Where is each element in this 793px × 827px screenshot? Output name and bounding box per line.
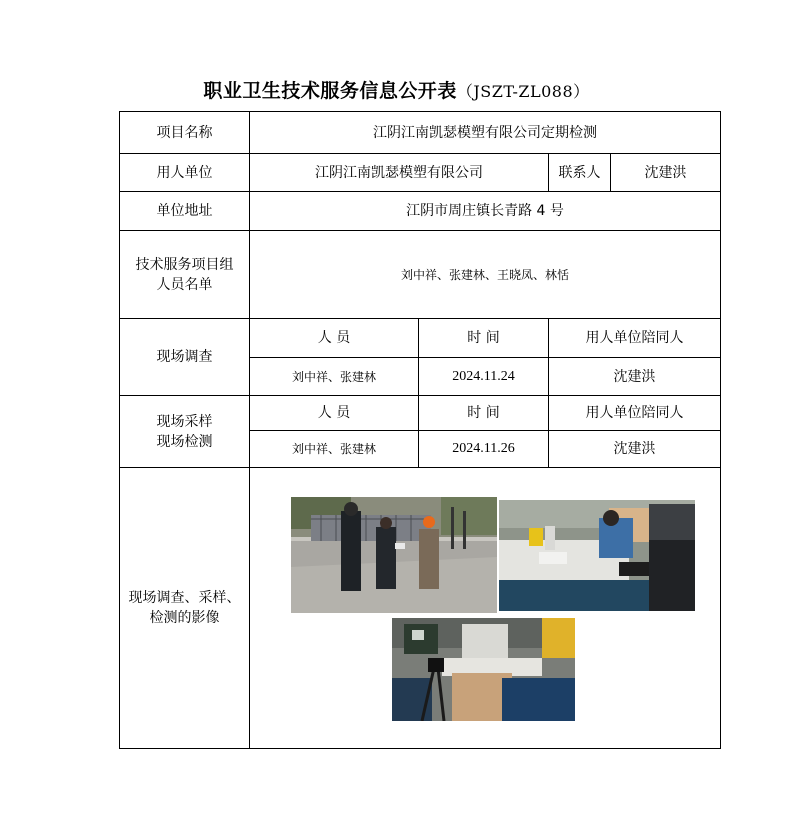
photo-area [250,468,720,748]
page-title [0,76,793,103]
employer-value: 江阴江南凯瑟模塑有限公司 [250,154,549,192]
sampling-header-escort: 用人单位陪同人 [549,396,721,431]
survey-header-escort: 用人单位陪同人 [549,319,721,358]
survey-date: 2024.11.24 [419,358,549,396]
info-table [119,111,721,749]
images-label [120,468,250,749]
team-label-line1: 技术服务项目组 [135,256,234,273]
sampling-date: 2024.11.26 [419,431,549,468]
survey-header-person: 人 员 [250,319,419,358]
team-label [120,231,250,319]
contact-label: 联系人 [549,154,611,192]
survey-label: 现场调查 [120,319,250,396]
images-label-line2: 检测的影像 [149,610,220,626]
project-name-label: 项目名称 [120,112,250,154]
images-cell [250,468,721,749]
images-label-line1: 现场调查、采样、 [128,590,241,606]
project-name-value: 江阴江南凯瑟模塑有限公司定期检测 [250,112,721,154]
survey-header-time: 时 间 [419,319,549,358]
sampling-label-line2: 现场检测 [156,433,213,450]
sampling-person: 刘中祥、张建林 [250,431,419,468]
row-team [120,231,721,319]
sampling-header-person: 人 员 [250,396,419,431]
photo-sampling-equipment [392,618,575,721]
title-text: 职业卫生技术服务信息公开表 [203,80,457,102]
photo-indoor-measurement [499,500,695,611]
row-address [120,192,721,231]
photo-site-survey [291,497,497,613]
sampling-label-line1: 现场采样 [156,413,213,430]
address-value: 江阴市周庄镇长青路 4 号 [250,192,721,231]
row-images [120,468,721,749]
row-employer [120,154,721,192]
row-survey-header [120,319,721,358]
team-label-line2: 人员名单 [156,276,213,293]
survey-escort: 沈建洪 [549,358,721,396]
employer-label: 用人单位 [120,154,250,192]
contact-value: 沈建洪 [611,154,721,192]
sampling-escort: 沈建洪 [549,431,721,468]
row-sampling-header [120,396,721,431]
title-code: （JSZT-ZL088） [456,82,590,101]
sampling-header-time: 时 间 [419,396,549,431]
sampling-label [120,396,250,468]
address-label: 单位地址 [120,192,250,231]
team-value: 刘中祥、张建林、王晓凤、林恬 [250,231,721,319]
row-project-name [120,112,721,154]
survey-person: 刘中祥、张建林 [250,358,419,396]
